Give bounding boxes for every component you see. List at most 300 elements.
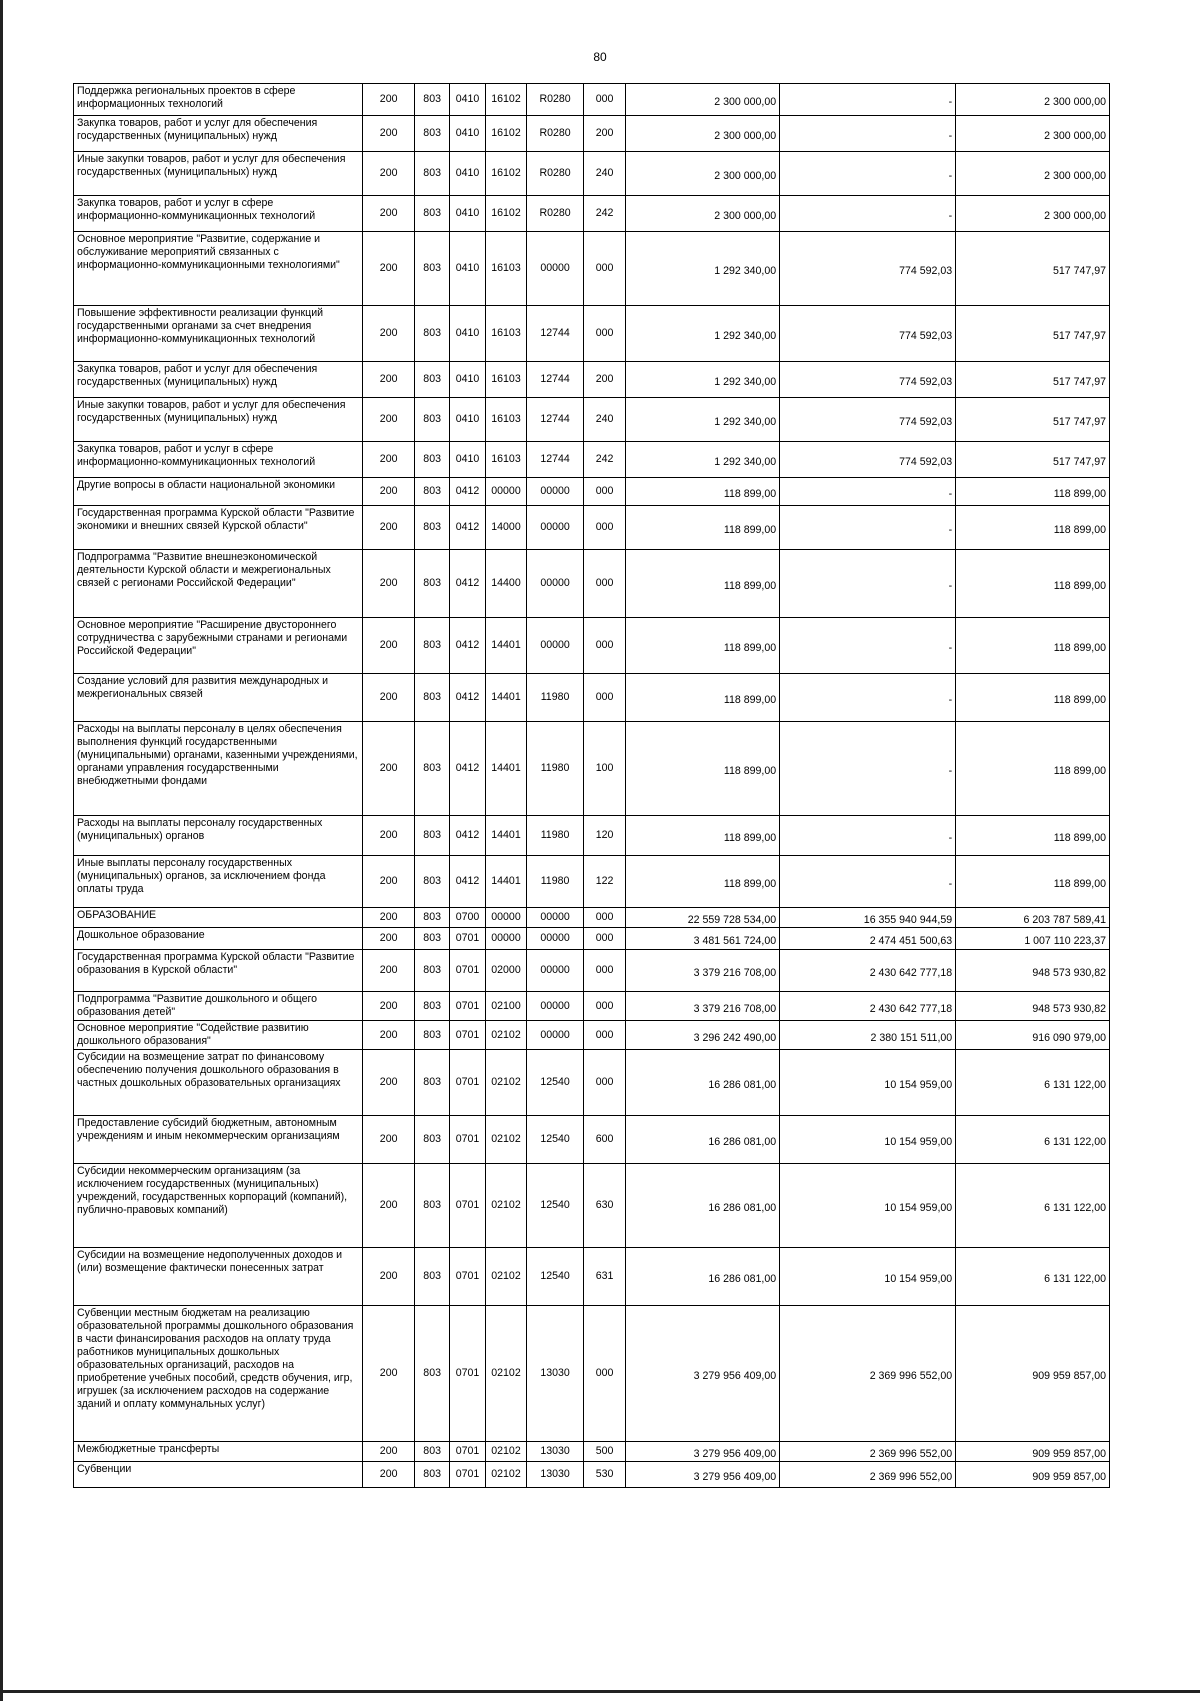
row-amount-total: 16 286 081,00 bbox=[626, 1116, 780, 1164]
row-code-expense-type: 100 bbox=[583, 722, 625, 816]
row-code-expense-type: 200 bbox=[583, 116, 625, 152]
row-code-expense-type: 000 bbox=[583, 1050, 625, 1116]
row-code-section: 0410 bbox=[450, 398, 485, 442]
row-code-section: 0412 bbox=[450, 674, 485, 722]
row-code-program: 02100 bbox=[485, 992, 526, 1021]
row-amount-regional: 6 131 122,00 bbox=[956, 1116, 1110, 1164]
table-row bbox=[74, 722, 1110, 816]
row-code-expense-type: 000 bbox=[583, 1021, 625, 1050]
row-amount-total: 118 899,00 bbox=[626, 506, 780, 550]
row-code-department: 803 bbox=[414, 152, 449, 196]
row-code-direction: 11980 bbox=[527, 816, 584, 856]
table-row bbox=[74, 674, 1110, 722]
scan-border-bottom bbox=[0, 1690, 1200, 1693]
table-row bbox=[74, 152, 1110, 196]
row-code-section: 0701 bbox=[450, 1306, 485, 1442]
row-amount-federal: 2 369 996 552,00 bbox=[780, 1462, 956, 1488]
row-code-department: 803 bbox=[414, 1306, 449, 1442]
row-amount-regional: 2 300 000,00 bbox=[956, 116, 1110, 152]
row-name: Субсидии на возмещение затрат по финансовому обеспечению получения дошкольного образования в частных дошкольных образовательных организациях bbox=[74, 1050, 363, 1116]
row-code-admin: 200 bbox=[363, 1248, 415, 1306]
row-code-direction: 00000 bbox=[527, 506, 584, 550]
row-code-admin: 200 bbox=[363, 928, 415, 950]
row-amount-federal: 2 474 451 500,63 bbox=[780, 928, 956, 950]
row-amount-federal: - bbox=[780, 550, 956, 618]
row-code-program: 16103 bbox=[485, 306, 526, 362]
row-amount-regional: 118 899,00 bbox=[956, 722, 1110, 816]
row-code-expense-type: 000 bbox=[583, 674, 625, 722]
row-code-department: 803 bbox=[414, 1021, 449, 1050]
row-amount-total: 2 300 000,00 bbox=[626, 152, 780, 196]
row-name: Расходы на выплаты персоналу государственных (муниципальных) органов bbox=[74, 816, 363, 856]
table-row bbox=[74, 362, 1110, 398]
row-amount-federal: 774 592,03 bbox=[780, 232, 956, 306]
row-code-direction: R0280 bbox=[527, 196, 584, 232]
row-name: Иные закупки товаров, работ и услуг для обеспечения государственных (муниципальных) нужд bbox=[74, 152, 363, 196]
row-code-department: 803 bbox=[414, 116, 449, 152]
row-amount-regional: 909 959 857,00 bbox=[956, 1306, 1110, 1442]
table-row bbox=[74, 232, 1110, 306]
row-name: Субсидии некоммерческим организациям (за исключением государственных (муниципальных) учреждений, государственных корпораций (компаний), публично-правовых компаний) bbox=[74, 1164, 363, 1248]
row-amount-federal: 774 592,03 bbox=[780, 362, 956, 398]
table-row bbox=[74, 306, 1110, 362]
row-code-department: 803 bbox=[414, 1050, 449, 1116]
row-code-program: 14401 bbox=[485, 856, 526, 908]
row-code-direction: 13030 bbox=[527, 1306, 584, 1442]
row-code-section: 0412 bbox=[450, 618, 485, 674]
table-row bbox=[74, 856, 1110, 908]
table-row bbox=[74, 478, 1110, 506]
row-name: Субсидии на возмещение недополученных доходов и (или) возмещение фактически понесенных затрат bbox=[74, 1248, 363, 1306]
row-code-department: 803 bbox=[414, 618, 449, 674]
row-amount-total: 1 292 340,00 bbox=[626, 232, 780, 306]
row-code-program: 02102 bbox=[485, 1164, 526, 1248]
row-code-section: 0701 bbox=[450, 1462, 485, 1488]
budget-table bbox=[73, 83, 1110, 1488]
row-amount-total: 3 379 216 708,00 bbox=[626, 950, 780, 992]
row-amount-federal: 10 154 959,00 bbox=[780, 1164, 956, 1248]
row-amount-federal: 10 154 959,00 bbox=[780, 1116, 956, 1164]
row-amount-total: 16 286 081,00 bbox=[626, 1164, 780, 1248]
row-code-section: 0410 bbox=[450, 196, 485, 232]
row-amount-regional: 2 300 000,00 bbox=[956, 152, 1110, 196]
row-code-program: 02102 bbox=[485, 1116, 526, 1164]
row-code-expense-type: 240 bbox=[583, 152, 625, 196]
table-body bbox=[74, 84, 1110, 1488]
table-row bbox=[74, 1306, 1110, 1442]
row-code-section: 0410 bbox=[450, 84, 485, 116]
row-code-program: 02102 bbox=[485, 1021, 526, 1050]
table-row bbox=[74, 1462, 1110, 1488]
row-amount-federal: 2 369 996 552,00 bbox=[780, 1442, 956, 1462]
row-code-direction: 00000 bbox=[527, 1021, 584, 1050]
row-name: Подпрограмма "Развитие дошкольного и общего образования детей" bbox=[74, 992, 363, 1021]
row-code-program: 02102 bbox=[485, 1248, 526, 1306]
row-code-expense-type: 000 bbox=[583, 550, 625, 618]
row-code-program: 14401 bbox=[485, 722, 526, 816]
table-row bbox=[74, 442, 1110, 478]
row-amount-federal: 774 592,03 bbox=[780, 398, 956, 442]
row-name: Государственная программа Курской области "Развитие образования в Курской области" bbox=[74, 950, 363, 992]
row-name: Подпрограмма "Развитие внешнеэкономической деятельности Курской области и межрегиональных связей с регионами Российской Федерации" bbox=[74, 550, 363, 618]
row-code-direction: 12744 bbox=[527, 362, 584, 398]
row-code-expense-type: 631 bbox=[583, 1248, 625, 1306]
row-name: Государственная программа Курской области "Развитие экономики и внешних связей Курской области" bbox=[74, 506, 363, 550]
row-code-admin: 200 bbox=[363, 1116, 415, 1164]
row-code-admin: 200 bbox=[363, 152, 415, 196]
row-amount-regional: 2 300 000,00 bbox=[956, 196, 1110, 232]
row-name: Дошкольное образование bbox=[74, 928, 363, 950]
row-amount-total: 1 292 340,00 bbox=[626, 362, 780, 398]
row-amount-regional: 6 131 122,00 bbox=[956, 1248, 1110, 1306]
row-code-direction: 12540 bbox=[527, 1248, 584, 1306]
row-code-expense-type: 242 bbox=[583, 196, 625, 232]
row-code-admin: 200 bbox=[363, 232, 415, 306]
row-code-section: 0701 bbox=[450, 992, 485, 1021]
row-amount-federal: 2 380 151 511,00 bbox=[780, 1021, 956, 1050]
row-code-department: 803 bbox=[414, 992, 449, 1021]
row-code-admin: 200 bbox=[363, 196, 415, 232]
row-amount-federal: 2 430 642 777,18 bbox=[780, 950, 956, 992]
row-amount-regional: 2 300 000,00 bbox=[956, 84, 1110, 116]
table-row bbox=[74, 1050, 1110, 1116]
row-code-department: 803 bbox=[414, 674, 449, 722]
row-amount-regional: 517 747,97 bbox=[956, 362, 1110, 398]
scan-border-left bbox=[0, 0, 3, 1701]
row-code-section: 0412 bbox=[450, 856, 485, 908]
row-amount-total: 2 300 000,00 bbox=[626, 84, 780, 116]
row-code-program: 16102 bbox=[485, 116, 526, 152]
row-code-section: 0701 bbox=[450, 1116, 485, 1164]
row-code-program: 14401 bbox=[485, 674, 526, 722]
table-row bbox=[74, 928, 1110, 950]
row-code-section: 0700 bbox=[450, 908, 485, 928]
row-amount-total: 22 559 728 534,00 bbox=[626, 908, 780, 928]
row-name: Субвенции bbox=[74, 1462, 363, 1488]
row-name: Основное мероприятие "Содействие развитию дошкольного образования" bbox=[74, 1021, 363, 1050]
row-code-department: 803 bbox=[414, 506, 449, 550]
row-code-expense-type: 240 bbox=[583, 398, 625, 442]
row-code-program: 16102 bbox=[485, 196, 526, 232]
row-code-admin: 200 bbox=[363, 478, 415, 506]
row-amount-total: 16 286 081,00 bbox=[626, 1248, 780, 1306]
row-code-department: 803 bbox=[414, 232, 449, 306]
row-code-expense-type: 000 bbox=[583, 478, 625, 506]
row-code-expense-type: 000 bbox=[583, 950, 625, 992]
row-code-section: 0412 bbox=[450, 816, 485, 856]
row-amount-total: 1 292 340,00 bbox=[626, 442, 780, 478]
row-code-admin: 200 bbox=[363, 992, 415, 1021]
row-code-admin: 200 bbox=[363, 816, 415, 856]
row-amount-federal: - bbox=[780, 84, 956, 116]
row-code-admin: 200 bbox=[363, 950, 415, 992]
row-amount-federal: 2 430 642 777,18 bbox=[780, 992, 956, 1021]
row-code-section: 0412 bbox=[450, 506, 485, 550]
row-code-section: 0701 bbox=[450, 1164, 485, 1248]
row-code-department: 803 bbox=[414, 478, 449, 506]
row-code-expense-type: 600 bbox=[583, 1116, 625, 1164]
row-code-program: 16103 bbox=[485, 232, 526, 306]
row-code-department: 803 bbox=[414, 1442, 449, 1462]
row-code-department: 803 bbox=[414, 1248, 449, 1306]
row-code-department: 803 bbox=[414, 1462, 449, 1488]
row-code-section: 0410 bbox=[450, 232, 485, 306]
row-code-direction: 11980 bbox=[527, 856, 584, 908]
table-row bbox=[74, 908, 1110, 928]
row-code-expense-type: 630 bbox=[583, 1164, 625, 1248]
row-code-admin: 200 bbox=[363, 1306, 415, 1442]
row-name: Закупка товаров, работ и услуг в сфере информационно-коммуникационных технологий bbox=[74, 196, 363, 232]
row-amount-total: 118 899,00 bbox=[626, 816, 780, 856]
row-amount-total: 118 899,00 bbox=[626, 618, 780, 674]
row-code-section: 0410 bbox=[450, 362, 485, 398]
row-amount-federal: - bbox=[780, 618, 956, 674]
row-code-department: 803 bbox=[414, 908, 449, 928]
row-code-section: 0412 bbox=[450, 550, 485, 618]
row-amount-total: 2 300 000,00 bbox=[626, 196, 780, 232]
row-amount-federal: 2 369 996 552,00 bbox=[780, 1306, 956, 1442]
row-code-program: 00000 bbox=[485, 478, 526, 506]
row-name: Иные закупки товаров, работ и услуг для обеспечения государственных (муниципальных) нужд bbox=[74, 398, 363, 442]
row-code-expense-type: 000 bbox=[583, 618, 625, 674]
row-name: Межбюджетные трансферты bbox=[74, 1442, 363, 1462]
row-code-section: 0410 bbox=[450, 306, 485, 362]
row-amount-total: 3 279 956 409,00 bbox=[626, 1462, 780, 1488]
row-code-expense-type: 000 bbox=[583, 908, 625, 928]
row-code-department: 803 bbox=[414, 1116, 449, 1164]
row-code-direction: 13030 bbox=[527, 1442, 584, 1462]
row-code-section: 0412 bbox=[450, 478, 485, 506]
row-amount-total: 3 379 216 708,00 bbox=[626, 992, 780, 1021]
row-code-section: 0701 bbox=[450, 928, 485, 950]
row-code-direction: 13030 bbox=[527, 1462, 584, 1488]
row-code-section: 0701 bbox=[450, 1021, 485, 1050]
row-amount-regional: 6 131 122,00 bbox=[956, 1050, 1110, 1116]
row-amount-regional: 517 747,97 bbox=[956, 306, 1110, 362]
row-amount-federal: 16 355 940 944,59 bbox=[780, 908, 956, 928]
row-code-admin: 200 bbox=[363, 1442, 415, 1462]
row-code-program: 02102 bbox=[485, 1050, 526, 1116]
row-amount-total: 3 279 956 409,00 bbox=[626, 1442, 780, 1462]
table-row bbox=[74, 196, 1110, 232]
row-code-admin: 200 bbox=[363, 1164, 415, 1248]
row-code-admin: 200 bbox=[363, 908, 415, 928]
row-code-department: 803 bbox=[414, 362, 449, 398]
row-name: Поддержка региональных проектов в сфере информационных технологий bbox=[74, 84, 363, 116]
row-amount-regional: 517 747,97 bbox=[956, 398, 1110, 442]
row-code-expense-type: 000 bbox=[583, 232, 625, 306]
row-name: Закупка товаров, работ и услуг для обеспечения государственных (муниципальных) нужд bbox=[74, 362, 363, 398]
row-code-department: 803 bbox=[414, 856, 449, 908]
row-code-program: 00000 bbox=[485, 908, 526, 928]
row-name: Расходы на выплаты персоналу в целях обеспечения выполнения функций государственными (муниципальными) органами, казенными учреждениями, органами управления государственными внебюджетными фондами bbox=[74, 722, 363, 816]
row-amount-federal: - bbox=[780, 722, 956, 816]
row-code-program: 16102 bbox=[485, 84, 526, 116]
row-amount-federal: - bbox=[780, 674, 956, 722]
row-code-department: 803 bbox=[414, 442, 449, 478]
row-name: Иные выплаты персоналу государственных (муниципальных) органов, за исключением фонда оплаты труда bbox=[74, 856, 363, 908]
row-amount-regional: 909 959 857,00 bbox=[956, 1442, 1110, 1462]
row-code-direction: 12540 bbox=[527, 1050, 584, 1116]
row-code-department: 803 bbox=[414, 722, 449, 816]
row-code-section: 0410 bbox=[450, 116, 485, 152]
row-code-expense-type: 500 bbox=[583, 1442, 625, 1462]
row-amount-total: 118 899,00 bbox=[626, 856, 780, 908]
row-amount-federal: 774 592,03 bbox=[780, 442, 956, 478]
row-amount-federal: 774 592,03 bbox=[780, 306, 956, 362]
table-row bbox=[74, 1442, 1110, 1462]
row-amount-federal: - bbox=[780, 506, 956, 550]
row-amount-federal: - bbox=[780, 856, 956, 908]
row-code-admin: 200 bbox=[363, 618, 415, 674]
row-code-direction: 11980 bbox=[527, 674, 584, 722]
table-row bbox=[74, 816, 1110, 856]
row-code-admin: 200 bbox=[363, 1021, 415, 1050]
row-code-admin: 200 bbox=[363, 398, 415, 442]
row-amount-federal: 10 154 959,00 bbox=[780, 1248, 956, 1306]
row-code-section: 0412 bbox=[450, 722, 485, 816]
row-code-department: 803 bbox=[414, 196, 449, 232]
row-code-expense-type: 000 bbox=[583, 84, 625, 116]
row-code-department: 803 bbox=[414, 950, 449, 992]
row-code-expense-type: 000 bbox=[583, 306, 625, 362]
row-code-admin: 200 bbox=[363, 442, 415, 478]
row-code-admin: 200 bbox=[363, 1050, 415, 1116]
row-code-program: 14401 bbox=[485, 816, 526, 856]
row-code-program: 16103 bbox=[485, 398, 526, 442]
row-code-direction: R0280 bbox=[527, 84, 584, 116]
row-amount-federal: - bbox=[780, 478, 956, 506]
row-code-program: 16102 bbox=[485, 152, 526, 196]
row-code-direction: 12744 bbox=[527, 306, 584, 362]
row-code-program: 16103 bbox=[485, 362, 526, 398]
row-code-admin: 200 bbox=[363, 1462, 415, 1488]
row-code-program: 02102 bbox=[485, 1442, 526, 1462]
row-name: Создание условий для развития международных и межрегиональных связей bbox=[74, 674, 363, 722]
row-code-admin: 200 bbox=[363, 722, 415, 816]
row-amount-regional: 118 899,00 bbox=[956, 674, 1110, 722]
table-row bbox=[74, 992, 1110, 1021]
row-code-expense-type: 242 bbox=[583, 442, 625, 478]
table-row bbox=[74, 550, 1110, 618]
row-amount-total: 1 292 340,00 bbox=[626, 306, 780, 362]
row-code-admin: 200 bbox=[363, 674, 415, 722]
row-name: Закупка товаров, работ и услуг для обеспечения государственных (муниципальных) нужд bbox=[74, 116, 363, 152]
row-code-admin: 200 bbox=[363, 306, 415, 362]
row-code-direction: 00000 bbox=[527, 928, 584, 950]
table-row bbox=[74, 506, 1110, 550]
row-code-section: 0701 bbox=[450, 1050, 485, 1116]
row-amount-regional: 118 899,00 bbox=[956, 478, 1110, 506]
row-amount-regional: 118 899,00 bbox=[956, 816, 1110, 856]
row-code-program: 02102 bbox=[485, 1306, 526, 1442]
row-code-admin: 200 bbox=[363, 84, 415, 116]
page-number: 80 bbox=[593, 50, 607, 64]
row-amount-federal: 10 154 959,00 bbox=[780, 1050, 956, 1116]
row-name: Основное мероприятие "Развитие, содержание и обслуживание мероприятий связанных с информационно-коммуникационными технологиями" bbox=[74, 232, 363, 306]
row-amount-regional: 118 899,00 bbox=[956, 550, 1110, 618]
row-code-expense-type: 000 bbox=[583, 1306, 625, 1442]
row-code-direction: 00000 bbox=[527, 550, 584, 618]
row-amount-regional: 909 959 857,00 bbox=[956, 1462, 1110, 1488]
table-row bbox=[74, 1021, 1110, 1050]
row-amount-regional: 1 007 110 223,37 bbox=[956, 928, 1110, 950]
row-name: Другие вопросы в области национальной экономики bbox=[74, 478, 363, 506]
row-amount-total: 118 899,00 bbox=[626, 478, 780, 506]
row-code-section: 0410 bbox=[450, 442, 485, 478]
row-amount-total: 118 899,00 bbox=[626, 674, 780, 722]
row-amount-regional: 517 747,97 bbox=[956, 232, 1110, 306]
row-code-program: 14000 bbox=[485, 506, 526, 550]
row-code-program: 14401 bbox=[485, 618, 526, 674]
row-code-expense-type: 120 bbox=[583, 816, 625, 856]
row-code-program: 02102 bbox=[485, 1462, 526, 1488]
row-code-program: 16103 bbox=[485, 442, 526, 478]
row-code-direction: 00000 bbox=[527, 992, 584, 1021]
row-code-department: 803 bbox=[414, 398, 449, 442]
row-amount-regional: 517 747,97 bbox=[956, 442, 1110, 478]
row-amount-regional: 6 203 787 589,41 bbox=[956, 908, 1110, 928]
row-amount-total: 3 279 956 409,00 bbox=[626, 1306, 780, 1442]
row-name: Повышение эффективности реализации функций государственными органами за счет внедрения информационно-коммуникационных технологий bbox=[74, 306, 363, 362]
row-code-direction: 12744 bbox=[527, 398, 584, 442]
row-code-section: 0701 bbox=[450, 950, 485, 992]
row-code-direction: R0280 bbox=[527, 152, 584, 196]
row-code-direction: 00000 bbox=[527, 478, 584, 506]
row-code-program: 00000 bbox=[485, 928, 526, 950]
table-row bbox=[74, 84, 1110, 116]
row-code-direction: 00000 bbox=[527, 232, 584, 306]
row-amount-regional: 948 573 930,82 bbox=[956, 992, 1110, 1021]
row-code-expense-type: 000 bbox=[583, 992, 625, 1021]
row-name: Основное мероприятие "Расширение двустороннего сотрудничества с зарубежными странами и регионами Российской Федерации" bbox=[74, 618, 363, 674]
row-code-direction: 00000 bbox=[527, 908, 584, 928]
row-code-expense-type: 530 bbox=[583, 1462, 625, 1488]
row-code-expense-type: 122 bbox=[583, 856, 625, 908]
row-amount-regional: 6 131 122,00 bbox=[956, 1164, 1110, 1248]
table-row bbox=[74, 1248, 1110, 1306]
row-code-department: 803 bbox=[414, 816, 449, 856]
row-amount-federal: - bbox=[780, 116, 956, 152]
row-amount-regional: 948 573 930,82 bbox=[956, 950, 1110, 992]
table-row bbox=[74, 398, 1110, 442]
row-code-section: 0410 bbox=[450, 152, 485, 196]
row-code-section: 0701 bbox=[450, 1442, 485, 1462]
row-code-direction: R0280 bbox=[527, 116, 584, 152]
row-amount-total: 118 899,00 bbox=[626, 722, 780, 816]
row-amount-regional: 916 090 979,00 bbox=[956, 1021, 1110, 1050]
row-amount-total: 2 300 000,00 bbox=[626, 116, 780, 152]
row-amount-total: 118 899,00 bbox=[626, 550, 780, 618]
row-code-department: 803 bbox=[414, 1164, 449, 1248]
row-amount-total: 3 481 561 724,00 bbox=[626, 928, 780, 950]
row-amount-federal: - bbox=[780, 196, 956, 232]
row-amount-federal: - bbox=[780, 152, 956, 196]
row-code-expense-type: 200 bbox=[583, 362, 625, 398]
row-amount-regional: 118 899,00 bbox=[956, 618, 1110, 674]
row-code-direction: 00000 bbox=[527, 618, 584, 674]
table-row bbox=[74, 116, 1110, 152]
row-amount-total: 3 296 242 490,00 bbox=[626, 1021, 780, 1050]
row-code-program: 14400 bbox=[485, 550, 526, 618]
row-code-direction: 11980 bbox=[527, 722, 584, 816]
row-code-admin: 200 bbox=[363, 116, 415, 152]
table-row bbox=[74, 1116, 1110, 1164]
table-row bbox=[74, 950, 1110, 992]
row-code-direction: 00000 bbox=[527, 950, 584, 992]
row-code-direction: 12540 bbox=[527, 1164, 584, 1248]
row-code-admin: 200 bbox=[363, 550, 415, 618]
